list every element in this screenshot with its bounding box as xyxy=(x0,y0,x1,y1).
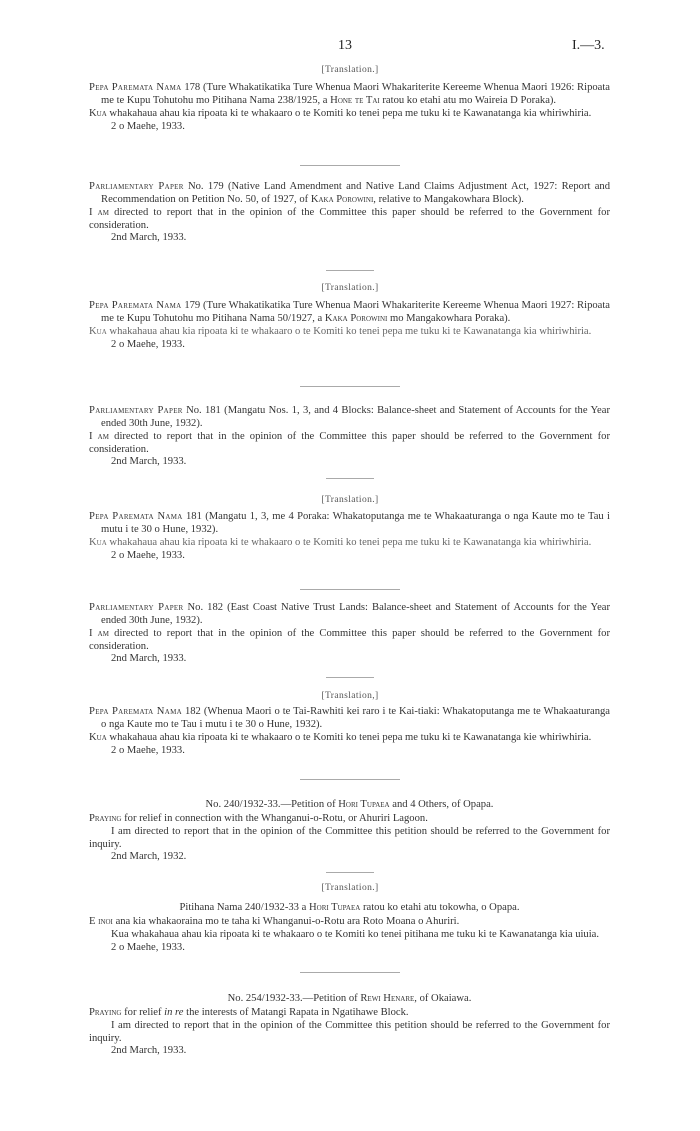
entry-date: 2 o Maehe, 1933. xyxy=(111,549,185,561)
entry-date: 2nd March, 1933. xyxy=(111,232,187,244)
petition-prayer: Praying for relief in re the interests of Matangi Rapata in Ngatihawe Block. xyxy=(89,1006,409,1018)
section-divider xyxy=(300,589,400,590)
entry-paper-182-english xyxy=(89,602,610,666)
entry-petition-240-english xyxy=(89,799,610,864)
translation-label: [Translation,] xyxy=(321,691,379,701)
section-divider xyxy=(300,165,400,166)
entry-title: Pepa Paremata Nama 181 (Mangatu 1, 3, me 4 Poraka: Whakatoputanga me te Whakaaturanga o nga Kaute mo te Tau i mutu i te 30 o Hune, 1932). xyxy=(89,511,610,535)
entry-date: 2 o Maehe, 1933. xyxy=(111,338,185,350)
section-divider xyxy=(300,779,400,780)
page-number: 13 xyxy=(338,38,352,53)
entry-date: 2 o Maehe, 1933. xyxy=(111,744,185,756)
entry-paper-179-english xyxy=(89,181,610,245)
petition-prayer: E inoi ana kia whakaoraina mo te taha ki Whanganui-o-Rotu ara Roto Moana o Ahuriri. xyxy=(89,915,460,927)
entry-body: I am directed to report that in the opinion of the Committee this petition should be referred to the Government for inquiry. xyxy=(89,826,610,850)
entry-title: Pepa Paremata Nama 178 (Ture Whakatikatika Ture Whenua Maori Whakariterite Kereeme Whenua Maori 1926: Ripoata me te Kupu Tohutohu mo Pitihana Nama 238/1925, a Hone te Tai ratou ko etahi atu mo Waireia D Poraka). xyxy=(89,82,611,106)
entry-date: 2nd March, 1933. xyxy=(111,456,187,468)
translation-label: [Translation.] xyxy=(321,495,379,505)
entry-body: Kua whakahaua ahau kia ripoata ki te whakaaro o te Komiti ko tenei pepa me tuku ki te Kawanatanga kie whiriwhiria. xyxy=(89,732,592,744)
section-divider xyxy=(326,872,374,873)
petition-heading: No. 254/1932-33.—Petition of Rewi Henare, of Okaiawa. xyxy=(227,993,472,1004)
entry-body: I am directed to report that in the opinion of the Committee this paper should be referred to the Government for consideration. xyxy=(89,628,610,652)
entry-paper-182-maori xyxy=(89,706,610,757)
entry-date: 2 o Maehe, 1933. xyxy=(111,941,185,953)
entry-body: I am directed to report that in the opinion of the Committee this paper should be referred to the Government for consideration. xyxy=(89,431,610,455)
section-divider xyxy=(326,478,374,479)
entry-petition-254-english xyxy=(89,993,610,1058)
entry-body: Kua whakahaua ahau kia ripoata ki te whakaaro o te Komiti ko tenei pepa me tuku ki te Kawanatanga kia whiriwhiria. xyxy=(89,108,592,120)
entry-paper-181-maori xyxy=(89,511,610,562)
section-divider xyxy=(326,270,374,271)
translation-label: [Translation.] xyxy=(321,65,379,75)
section-divider xyxy=(326,677,374,678)
translation-label: [Translation.] xyxy=(321,883,379,893)
entry-date: 2nd March, 1932. xyxy=(111,851,187,863)
entry-body: Kua whakahaua ahau kia ripoata ki te whakaaro o te Komiti ko tenei pepa me tuku ki te Kawanatanga kia whiriwhiria. xyxy=(89,537,592,549)
entry-title: Pepa Paremata Nama 179 (Ture Whakatikatika Ture Whenua Maori Whakariterite Kereeme Whenua Maori 1927: Ripoata me te Kupu Tohutohu mo Pitihana Nama 50/1927, a Kaka Porowini mo Mangakowhara Poraka). xyxy=(89,300,611,324)
entry-paper-179-maori xyxy=(89,300,610,351)
entry-title: Parliamentary Paper No. 182 (East Coast Native Trust Lands: Balance-sheet and Statement of Accounts for the Year ended 30th June, 1932). xyxy=(89,602,611,626)
petition-heading: No. 240/1932-33.—Petition of Hori Tupaea and 4 Others, of Opapa. xyxy=(205,799,494,810)
entry-paper-178-maori xyxy=(89,82,610,133)
entry-title: Parliamentary Paper No. 181 (Mangatu Nos. 1, 3, and 4 Blocks: Balance-sheet and Statement of Accounts for the Year ended 30th June, 1932). xyxy=(89,405,610,429)
entry-title: Parliamentary Paper No. 179 (Native Land Amendment and Native Land Claims Adjustment Act, 1927: Report and Recommendation on Petition No. 50, of 1927, of Kaka Porowini, relative to Mangakowhara Block). xyxy=(89,181,610,205)
entry-body: I am directed to report that in the opinion of the Committee this paper should be referred to the Government for consideration. xyxy=(89,207,610,231)
document-reference: I.—3. xyxy=(572,38,605,53)
entry-date: 2nd March, 1933. xyxy=(111,1045,187,1057)
petition-heading: Pitihana Nama 240/1932-33 a Hori Tupaea ratou ko etahi atu tokowha, o Opapa. xyxy=(179,902,520,913)
section-divider xyxy=(300,972,400,973)
entry-title: Pepa Paremata Nama 182 (Whenua Maori o te Tai-Rawhiti kei raro i te Kai-tiaki: Whakatoputanga me te Whakaaturanga o nga Kaute mo te Tau i mutu i te 30 o Hune, 1932). xyxy=(89,706,610,730)
section-divider xyxy=(300,386,400,387)
entry-body: Kua whakahaua ahau kia ripoata ki te whakaaro o te Komiti ko tenei pitihana me tuku ki te Kawanatanga kia uiuia. xyxy=(111,929,600,941)
entry-date: 2nd March, 1933. xyxy=(111,653,187,665)
entry-body: I am directed to report that in the opinion of the Committee this petition should be referred to the Government for inquiry. xyxy=(89,1020,610,1044)
entry-date: 2 o Maehe, 1933. xyxy=(111,120,185,132)
entry-body: Kua whakahaua ahau kia ripoata ki te whakaaro o te Komiti ko tenei pepa me tuku ki te Kawanatanga kia whiriwhiria. xyxy=(89,326,592,338)
entry-paper-181-english xyxy=(89,405,610,469)
translation-label: [Translation.] xyxy=(321,283,379,293)
petition-prayer: Praying for relief in connection with the Whanganui-o-Rotu, or Ahuriri Lagoon. xyxy=(89,812,428,824)
entry-petition-240-maori xyxy=(89,902,610,954)
